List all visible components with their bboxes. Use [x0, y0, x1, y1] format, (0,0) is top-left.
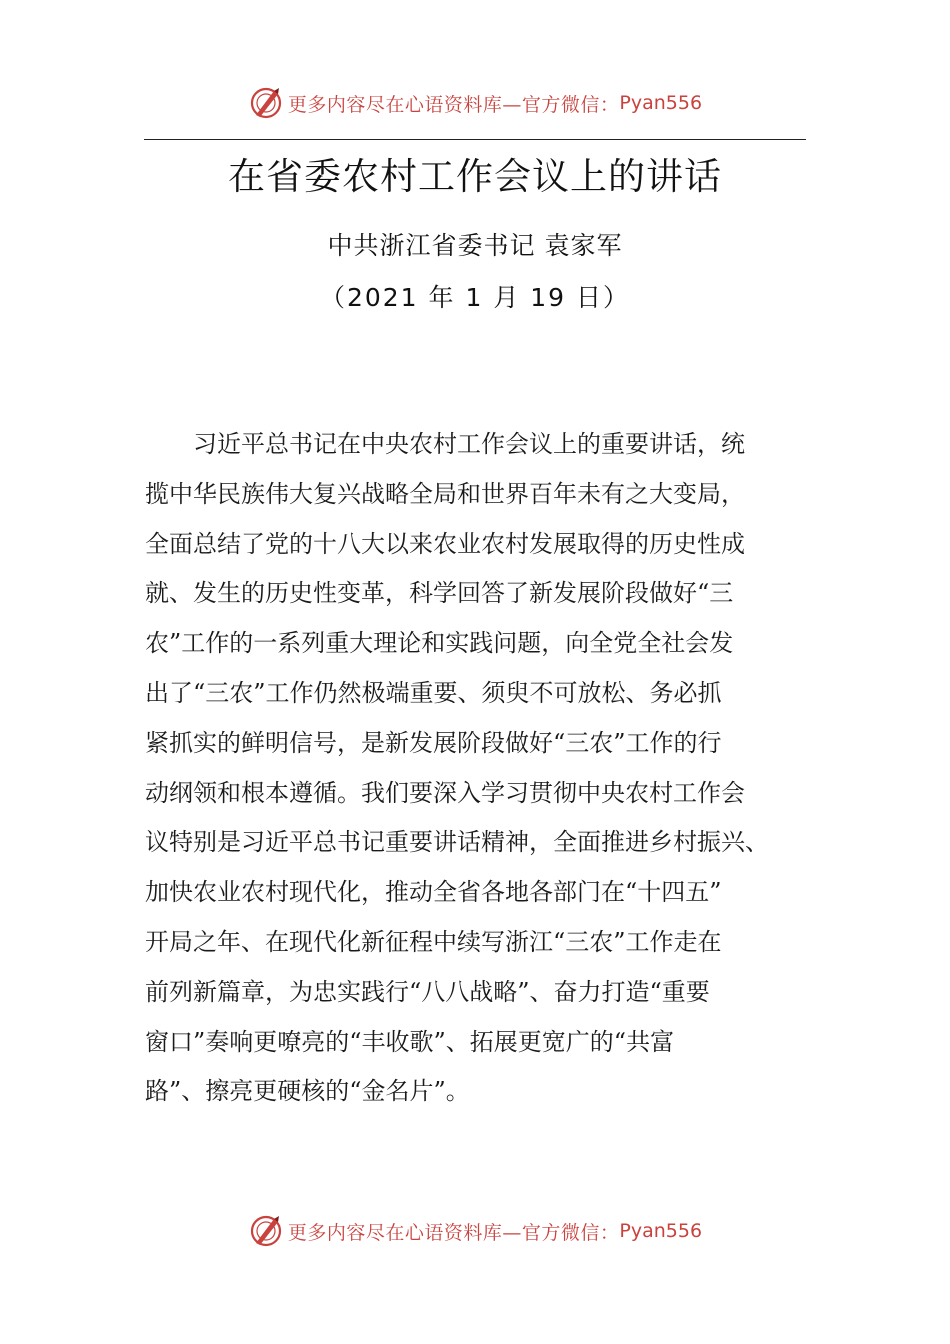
document-date: （2021 年 1 月 19 日）: [319, 283, 631, 312]
body-line: 出了“三农”工作仍然极端重要、须臾不可放松、务必抓: [145, 678, 722, 707]
header-watermark: [0, 83, 950, 123]
body-line: 就、发生的历史性变革，科学回答了新发展阶段做好“三: [145, 579, 734, 608]
body-line: 前列新篇章，为忠实践行“八八战略”、奋力打造“重要: [145, 977, 710, 1006]
quill-logo-icon: [248, 1213, 284, 1249]
watermark-text: 更多内容尽在心语资料库—官方微信：: [287, 93, 620, 116]
body-paragraph: [145, 420, 805, 1117]
document-title: 在省委农村工作会议上的讲话: [228, 155, 722, 198]
body-line: 路”、擦亮更硬核的“金名片”。: [145, 1077, 470, 1106]
watermark-wechat-id: Pyan556: [619, 1220, 703, 1242]
body-line: 加快农业农村现代化，推动全省各地各部门在“十四五”: [145, 878, 722, 907]
body-line: 窗口”奏响更嘹亮的“丰收歌”、拓展更宽广的“共富: [145, 1027, 675, 1056]
body-line: 紧抓实的鲜明信号，是新发展阶段做好“三农”工作的行: [145, 728, 722, 757]
body-line: 动纲领和根本遵循。我们要深入学习贯彻中央农村工作会: [145, 778, 745, 807]
watermark-text: 更多内容尽在心语资料库—官方微信：: [287, 1221, 620, 1244]
body-line: 揽中华民族伟大复兴战略全局和世界百年未有之大变局，: [145, 479, 745, 508]
body-line: 全面总结了党的十八大以来农业农村发展取得的历史性成: [145, 529, 745, 558]
watermark-wechat-id: Pyan556: [619, 92, 703, 114]
body-line: 开局之年、在现代化新征程中续写浙江“三农”工作走在: [145, 927, 722, 956]
document-author: 中共浙江省委书记 袁家军: [327, 231, 623, 260]
body-line: 议特别是习近平总书记重要讲话精神，全面推进乡村振兴、: [145, 828, 769, 857]
header-divider: [144, 139, 806, 140]
quill-logo-icon: [248, 85, 284, 121]
footer-watermark: [0, 1211, 950, 1251]
body-line: 习近平总书记在中央农村工作会议上的重要讲话，统: [193, 430, 745, 458]
body-line: 农”工作的一系列重大理论和实践问题，向全党全社会发: [145, 629, 734, 658]
